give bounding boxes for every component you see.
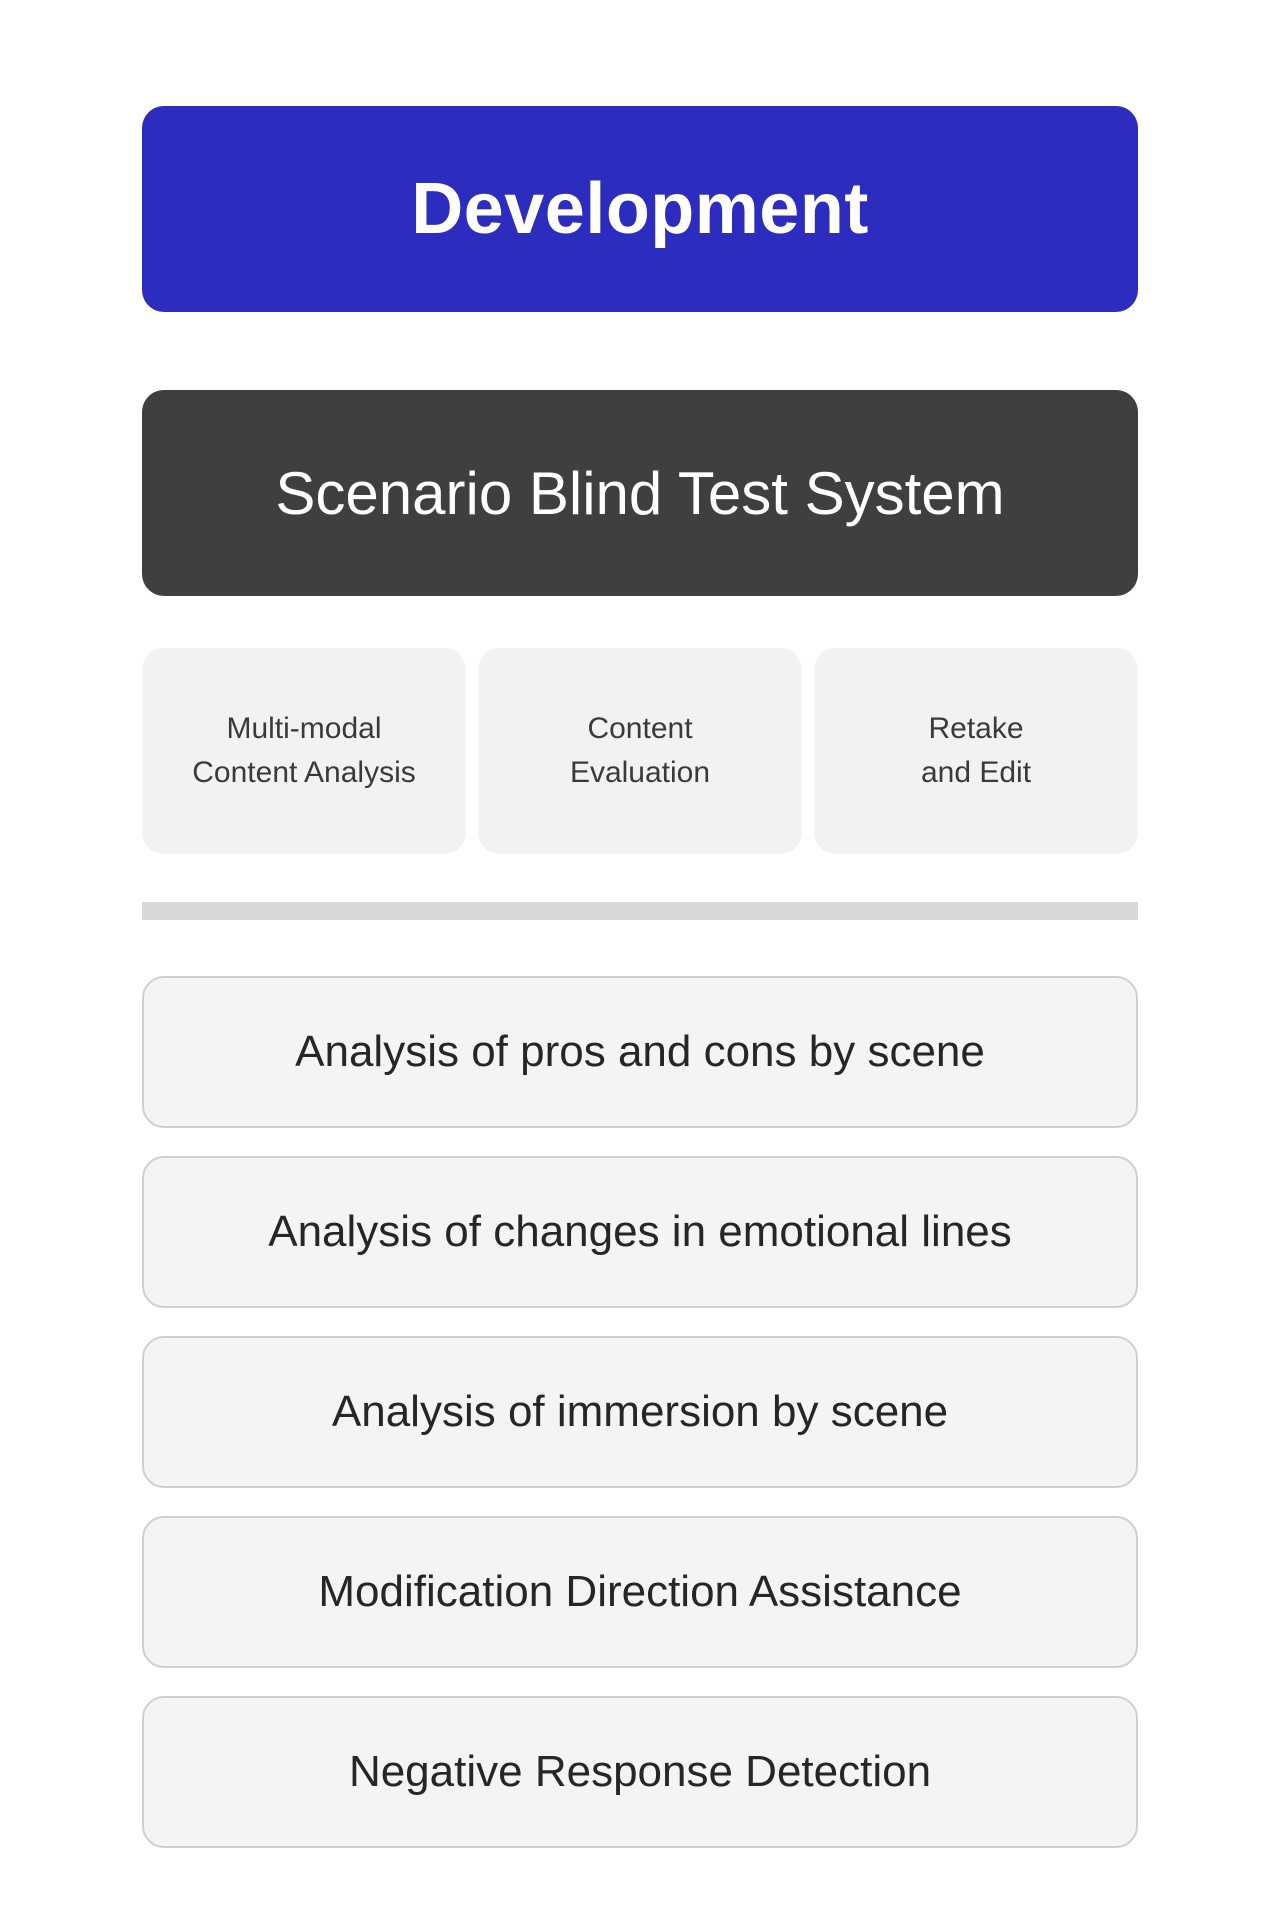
- module-label-line2: Evaluation: [569, 756, 711, 789]
- module-label-line2: Content Analysis: [192, 756, 416, 789]
- feature-item-immersion: [142, 1336, 1138, 1488]
- section-divider: [142, 902, 1138, 920]
- development-title: Development: [411, 169, 869, 249]
- module-label-line2: and Edit: [920, 756, 1032, 789]
- module-card-content-evaluation: [478, 648, 802, 854]
- system-title: Scenario Blind Test System: [275, 459, 1005, 527]
- module-label-line1: Content: [587, 712, 693, 745]
- module-label-line1: Retake: [928, 712, 1024, 745]
- development-header: [142, 106, 1138, 312]
- diagram: [142, 106, 1138, 1876]
- feature-item-pros-cons: [142, 976, 1138, 1128]
- feature-label: Modification Direction Assistance: [318, 1567, 962, 1616]
- module-label-line1: Multi-modal: [226, 712, 382, 745]
- module-card-multimodal-analysis: [142, 648, 466, 854]
- feature-label: Analysis of immersion by scene: [331, 1387, 949, 1436]
- module-row: [142, 648, 1138, 854]
- module-card-retake-edit: [814, 648, 1138, 854]
- feature-label: Analysis of changes in emotional lines: [268, 1207, 1012, 1256]
- feature-item-negative-response: [142, 1696, 1138, 1848]
- feature-list: [142, 976, 1138, 1848]
- feature-label: Negative Response Detection: [348, 1747, 932, 1796]
- system-bar: [142, 390, 1138, 596]
- feature-item-emotional-lines: [142, 1156, 1138, 1308]
- feature-label: Analysis of pros and cons by scene: [295, 1027, 985, 1076]
- feature-item-modification-direction: [142, 1516, 1138, 1668]
